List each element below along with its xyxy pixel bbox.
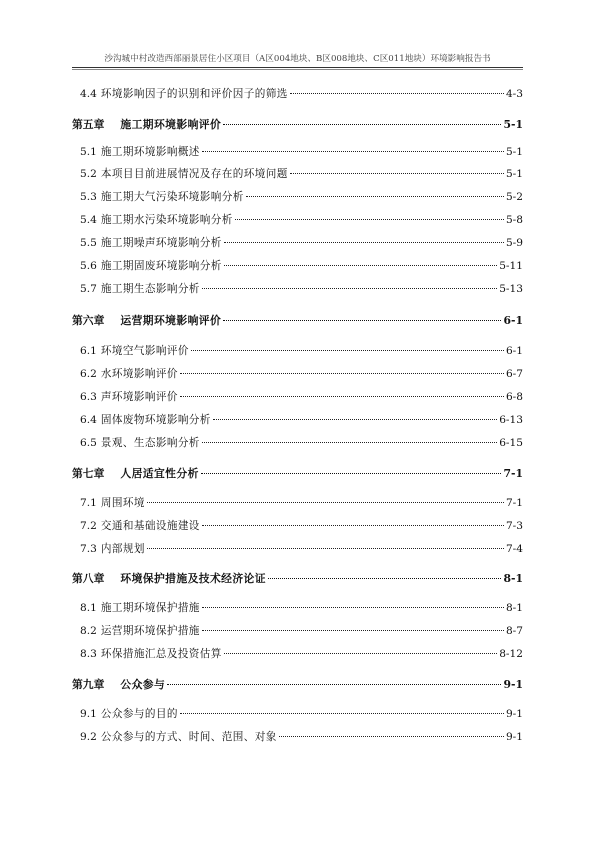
toc-entry-number: 第八章 bbox=[72, 572, 105, 585]
toc-entry-number: 6.3 bbox=[80, 391, 97, 403]
toc-entry-number: 8.1 bbox=[80, 602, 97, 614]
toc-entry-page: 6-1 bbox=[505, 345, 523, 357]
toc-dot-leader bbox=[202, 287, 497, 289]
toc-section-entry[interactable] bbox=[80, 519, 523, 533]
toc-entry-title: 公众参与 bbox=[120, 678, 166, 691]
toc-dot-leader bbox=[147, 501, 504, 503]
toc-entry-title: 施工期大气污染环境影响分析 bbox=[100, 191, 244, 203]
toc-dot-leader bbox=[191, 349, 504, 351]
toc-entry-title: 环境影响因子的识别和评价因子的筛选 bbox=[100, 88, 288, 100]
toc-entry-page: 7-1 bbox=[503, 467, 523, 480]
toc-entry-page: 7-4 bbox=[505, 543, 523, 555]
toc-entry-page: 6-15 bbox=[499, 437, 523, 449]
toc-section-entry[interactable] bbox=[80, 367, 523, 381]
toc-dot-leader bbox=[180, 372, 504, 374]
toc-entry-title: 人居适宜性分析 bbox=[120, 467, 199, 480]
toc-section-entry[interactable] bbox=[80, 707, 523, 721]
toc-entry-page: 5-8 bbox=[505, 214, 523, 226]
toc-entry-page: 6-7 bbox=[505, 368, 523, 380]
toc-entry-page: 4-3 bbox=[505, 88, 523, 100]
toc-entry-title: 公众参与的方式、时间、范围、对象 bbox=[100, 731, 277, 743]
toc-entry-page: 8-1 bbox=[503, 572, 523, 585]
toc-chapter-entry[interactable] bbox=[72, 467, 523, 481]
toc-section-entry[interactable] bbox=[80, 390, 523, 404]
toc-dot-leader bbox=[147, 547, 504, 549]
toc-entry-title: 固体废物环境影响分析 bbox=[100, 414, 211, 426]
toc-entry-page: 9-1 bbox=[505, 708, 523, 720]
toc-entry-number: 9.1 bbox=[80, 708, 97, 720]
toc-entry-title: 交通和基础设施建设 bbox=[100, 520, 200, 532]
toc-entry-title: 水环境影响评价 bbox=[100, 368, 178, 380]
toc-entry-title: 景观、生态影响分析 bbox=[100, 437, 200, 449]
toc-entry-title: 环境保护措施及技术经济论证 bbox=[120, 572, 266, 585]
toc-entry-number: 7.1 bbox=[80, 497, 97, 509]
toc-entry-page: 6-8 bbox=[505, 391, 523, 403]
toc-section-entry[interactable] bbox=[80, 344, 523, 358]
toc-section-entry[interactable] bbox=[80, 624, 523, 638]
toc-entry-title: 施工期环境保护措施 bbox=[100, 602, 200, 614]
toc-entry-number: 6.4 bbox=[80, 414, 97, 426]
toc-entry-number: 5.5 bbox=[80, 237, 97, 249]
toc-dot-leader bbox=[224, 241, 504, 243]
toc-dot-leader bbox=[246, 195, 504, 197]
toc-dot-leader bbox=[202, 150, 504, 152]
toc-entry-title: 公众参与的目的 bbox=[100, 708, 178, 720]
toc-dot-leader bbox=[180, 395, 504, 397]
toc-entry-number: 4.4 bbox=[80, 88, 97, 100]
toc-entry-page: 7-3 bbox=[505, 520, 523, 532]
toc-entry-number: 第九章 bbox=[72, 678, 105, 691]
toc-entry-page: 5-2 bbox=[505, 191, 523, 203]
toc-entry-page: 6-1 bbox=[503, 314, 523, 327]
toc-dot-leader bbox=[202, 629, 504, 631]
toc-entry-number: 第五章 bbox=[72, 118, 105, 131]
toc-dot-leader bbox=[290, 172, 504, 174]
toc-entry-title: 本项目目前进展情况及存在的环境问题 bbox=[100, 168, 288, 180]
toc-dot-leader bbox=[202, 606, 504, 608]
toc-dot-leader bbox=[290, 92, 504, 94]
toc-entry-number: 5.3 bbox=[80, 191, 97, 203]
toc-entry-page: 5-1 bbox=[503, 118, 523, 131]
toc-entry-title: 施工期生态影响分析 bbox=[100, 283, 200, 295]
toc-entry-number: 9.2 bbox=[80, 731, 97, 743]
toc-dot-leader bbox=[202, 524, 504, 526]
toc-section-entry[interactable] bbox=[80, 730, 523, 744]
toc-entry-number: 5.1 bbox=[80, 146, 97, 158]
toc-entry-title: 环境空气影响评价 bbox=[100, 345, 189, 357]
toc-entry-title: 施工期水污染环境影响分析 bbox=[100, 214, 233, 226]
toc-entry-page: 9-1 bbox=[505, 731, 523, 743]
toc-section-entry[interactable] bbox=[80, 601, 523, 615]
toc-entry-title: 运营期环境影响评价 bbox=[120, 314, 222, 327]
toc-dot-leader bbox=[268, 577, 502, 579]
toc-chapter-entry[interactable] bbox=[72, 572, 523, 586]
toc-dot-leader bbox=[223, 319, 501, 321]
toc-entry-number: 第六章 bbox=[72, 314, 105, 327]
toc-entry-title: 施工期噪声环境影响分析 bbox=[100, 237, 222, 249]
toc-dot-leader bbox=[180, 712, 504, 714]
toc-dot-leader bbox=[224, 652, 497, 654]
toc-entry-number: 8.2 bbox=[80, 625, 97, 637]
toc-entry-number: 7.2 bbox=[80, 520, 97, 532]
toc-entry-title: 施工期固废环境影响分析 bbox=[100, 260, 222, 272]
toc-section-entry[interactable] bbox=[80, 413, 523, 427]
toc-entry-page: 5-1 bbox=[505, 146, 523, 158]
toc-entry-page: 5-11 bbox=[499, 260, 523, 272]
toc-entry-page: 8-7 bbox=[505, 625, 523, 637]
toc-entry-number: 5.2 bbox=[80, 168, 97, 180]
toc-section-entry[interactable] bbox=[80, 282, 523, 296]
toc-dot-leader bbox=[201, 472, 502, 474]
toc-dot-leader bbox=[279, 735, 504, 737]
toc-entry-title: 环保措施汇总及投资估算 bbox=[100, 648, 222, 660]
toc-entry-page: 5-9 bbox=[505, 237, 523, 249]
toc-section-entry[interactable] bbox=[80, 259, 523, 273]
toc-entry-title: 施工期环境影响评价 bbox=[120, 118, 222, 131]
toc-entry-title: 内部规划 bbox=[100, 543, 145, 555]
toc-entry-page: 6-13 bbox=[499, 414, 523, 426]
toc-section-entry[interactable] bbox=[80, 167, 523, 181]
toc-section-entry[interactable] bbox=[80, 87, 523, 101]
toc-entry-number: 6.2 bbox=[80, 368, 97, 380]
toc-section-entry[interactable] bbox=[80, 496, 523, 510]
toc-dot-leader bbox=[224, 264, 497, 266]
toc-entry-page: 5-13 bbox=[499, 283, 523, 295]
toc-entry-number: 5.4 bbox=[80, 214, 97, 226]
page-header: 沙沟城中村改造西部丽景居住小区项目（A区004地块、B区008地块、C区011地块）环境影响报告书 bbox=[104, 54, 491, 64]
toc-entry-number: 第七章 bbox=[72, 467, 105, 480]
toc-chapter-entry[interactable] bbox=[72, 314, 523, 328]
toc-entry-page: 8-12 bbox=[499, 648, 523, 660]
toc-dot-leader bbox=[213, 418, 497, 420]
toc-entry-title: 声环境影响评价 bbox=[100, 391, 178, 403]
toc-dot-leader bbox=[223, 123, 501, 125]
toc-chapter-entry[interactable] bbox=[72, 118, 523, 132]
toc-entry-title: 周围环境 bbox=[100, 497, 145, 509]
toc-chapter-entry[interactable] bbox=[72, 678, 523, 692]
toc-section-entry[interactable] bbox=[80, 436, 523, 450]
toc-section-entry[interactable] bbox=[80, 647, 523, 661]
toc-entry-title: 运营期环境保护措施 bbox=[100, 625, 200, 637]
toc-entry-page: 8-1 bbox=[505, 602, 523, 614]
toc-section-entry[interactable] bbox=[80, 145, 523, 159]
toc-entry-number: 8.3 bbox=[80, 648, 97, 660]
toc-dot-leader bbox=[202, 441, 497, 443]
toc-section-entry[interactable] bbox=[80, 190, 523, 204]
toc-entry-title: 施工期环境影响概述 bbox=[100, 146, 200, 158]
toc-entry-page: 7-1 bbox=[505, 497, 523, 509]
toc-entry-number: 6.5 bbox=[80, 437, 97, 449]
toc-entry-number: 6.1 bbox=[80, 345, 97, 357]
toc-section-entry[interactable] bbox=[80, 213, 523, 227]
toc-dot-leader bbox=[167, 683, 501, 685]
toc-entry-number: 7.3 bbox=[80, 543, 97, 555]
toc-section-entry[interactable] bbox=[80, 236, 523, 250]
toc-section-entry[interactable] bbox=[80, 542, 523, 556]
toc-dot-leader bbox=[235, 218, 504, 220]
toc-entry-page: 5-1 bbox=[505, 168, 523, 180]
toc-entry-page: 9-1 bbox=[503, 678, 523, 691]
toc-entry-number: 5.6 bbox=[80, 260, 97, 272]
toc-entry-number: 5.7 bbox=[80, 283, 97, 295]
